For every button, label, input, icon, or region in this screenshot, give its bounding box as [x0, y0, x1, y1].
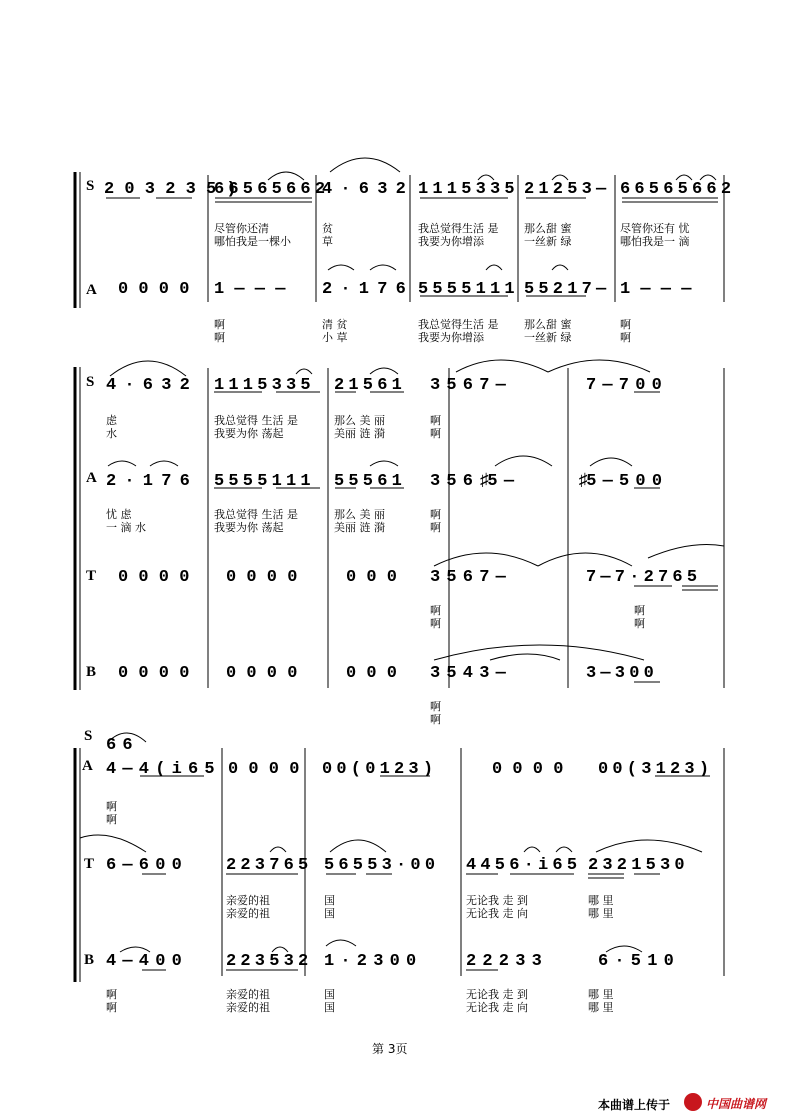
notation-s1-m3: 1 1 1 5 3 3 5	[418, 180, 512, 199]
lyric-b3-m0-l2: 啊	[106, 1001, 117, 1014]
notation-a3-m2: 0 0 ( 0 1 2 3 )	[322, 760, 431, 779]
voice-label-bass: B	[86, 664, 97, 680]
notation-a2-m3: 3 5 6 ♯5 —	[430, 472, 513, 491]
notation-s1-m2: 4 · 6 3 2	[322, 180, 405, 199]
notation-b3-m0: 4 — 4 0 0	[106, 952, 180, 971]
lyric-s2-m0-l2: 水	[106, 427, 117, 440]
lyric-t3-m2-l2: 国	[324, 907, 335, 920]
lyric-s1-m2-l1: 贫	[322, 222, 333, 235]
notation-t2-m0: 0 0 0 0	[118, 568, 190, 587]
notation-b2-m2: 0 0 0	[346, 664, 398, 683]
lyric-t3-m1-l1: 亲爱的祖	[226, 894, 270, 907]
notation-a1-m1: 1 — — —	[214, 280, 286, 299]
lyric-s2-m2-l2: 美丽 涟 漪	[334, 427, 385, 440]
notation-t3-m4: 2 3 2 1 5 3 0	[588, 856, 682, 875]
lyric-b3-m4-l1: 哪 里	[588, 988, 614, 1001]
lyric-t3-m4-l1: 哪 里	[588, 894, 614, 907]
lyric-a1-m3-l2: 我要为你增添	[418, 331, 484, 344]
lyric-b3-m3-l1: 无论我 走 到	[466, 988, 528, 1001]
lyric-t2-m4-l2: 啊	[634, 617, 645, 630]
notation-a1-m5: 1 — — —	[620, 280, 692, 299]
lyric-s2-m1-l2: 我要为你 荡起	[214, 427, 284, 440]
voice-label-alto: A	[82, 758, 93, 774]
lyric-t2-m3-l1: 啊	[430, 604, 441, 617]
notation-s2-m2: 2 1 5 6 1	[334, 376, 399, 395]
notation-b3-m3: 2 2 2 3 3	[466, 952, 540, 971]
lyric-t3-m1-l2: 亲爱的祖	[226, 907, 270, 920]
lyric-s1-m1-l2: 哪怕我是一棵小	[214, 235, 291, 248]
lyric-t3-m4-l2: 哪 里	[588, 907, 614, 920]
notation-t3-m0: 6 — 6 0 0	[106, 856, 180, 875]
notation-b2-m4: 3 — 3 0 0	[586, 664, 651, 683]
upload-note: 本曲谱上传于	[598, 1098, 671, 1112]
notation-a3-m3: 0 0 0 0	[492, 760, 564, 779]
notation-b3-m4: 6 · 5 1 0	[598, 952, 672, 971]
page-number: 第 3页	[372, 1042, 408, 1056]
notation-s2-m3: 3 5 6 7 —	[430, 376, 504, 395]
notation-s1-m1: 6 6 5 6 5 6 6 2	[214, 180, 323, 199]
voice-label-soprano: S	[86, 178, 95, 194]
lyric-s1-m1-l1: 尽管你还清	[214, 222, 269, 235]
notation-a1-m3: 5 5 5 5 1 1 1	[418, 280, 512, 299]
lyric-t2-m4-l1: 啊	[634, 604, 645, 617]
notation-a2-m1: 5 5 5 5 1 1 1	[214, 472, 308, 491]
lyric-b3-m1-l1: 亲爱的祖	[226, 988, 270, 1001]
voice-label-alto: A	[86, 470, 97, 486]
lyric-s2-m0-l1: 虑	[106, 414, 117, 427]
notation-s2-m4: 7 — 7 0 0	[586, 376, 660, 395]
lyric-a1-m1-l2: 啊	[214, 331, 225, 344]
notation-t3-m2: 5 6 5 5 3 · 0 0	[324, 856, 433, 875]
voice-label-bass: B	[84, 952, 95, 968]
notation-b2-m1: 0 0 0 0	[226, 664, 298, 683]
lyric-a2-m1-l2: 我要为你 荡起	[214, 521, 284, 534]
lyric-t3-m3-l1: 无论我 走 到	[466, 894, 528, 907]
notation-t3-m1: 2 2 3 7 6 5	[226, 856, 306, 875]
voice-label-tenor: T	[84, 856, 95, 872]
site-logo-icon	[684, 1093, 702, 1111]
notation-t2-m1: 0 0 0 0	[226, 568, 298, 587]
lyric-s2-m3-l2: 啊	[430, 427, 441, 440]
notation-a3-m1: 0 0 0 0	[228, 760, 300, 779]
notation-a3-m0: 4 — 4 ( i 6 5	[106, 760, 213, 779]
notation-s1-m4: 2 1 2 5 3 —	[524, 180, 604, 199]
voice-label-soprano: S	[84, 728, 93, 744]
notation-a1-m2: 2 · 1 7 6	[322, 280, 405, 299]
lyric-a1-m4-l2: 一丝新 绿	[524, 331, 572, 344]
notation-t2-m3: 3 5 6 7 —	[430, 568, 504, 587]
notation-a1-m4: 5 5 2 1 7 —	[524, 280, 604, 299]
lyric-t2-m3-l2: 啊	[430, 617, 441, 630]
notation-a3-m4: 0 0 ( 3 1 2 3 )	[598, 760, 707, 779]
lyric-s1-m5-l1: 尽管你还有 忧	[620, 222, 690, 235]
lyric-a1-m2-l2: 小 草	[322, 331, 348, 344]
lyric-s1-m5-l2: 哪怕我是一 滴	[620, 235, 690, 248]
notation-t2-m4: 7 — 7 · 2 7 6 5	[586, 568, 695, 587]
notation-s2-m1: 1 1 1 5 3 3 5	[214, 376, 308, 395]
lyric-s1-m4-l2: 一丝新 绿	[524, 235, 572, 248]
lyric-a1-m5-l1: 啊	[620, 318, 631, 331]
lyric-t3-m2-l1: 国	[324, 894, 335, 907]
notation-s2-m0: 4 · 6 3 2	[106, 376, 189, 395]
notation-a2-m2: 5 5 5 6 1	[334, 472, 399, 491]
lyric-a2-m0-l2: 一 滴 水	[106, 521, 146, 534]
lyric-a1-m5-l2: 啊	[620, 331, 631, 344]
lyric-a2-m2-l2: 美丽 涟 漪	[334, 521, 385, 534]
lyric-a1-m4-l1: 那么甜 蜜	[524, 318, 572, 331]
lyric-a2-m1-l1: 我总觉得 生活 是	[214, 508, 298, 521]
voice-label-tenor: T	[86, 568, 97, 584]
lyric-s2-m1-l1: 我总觉得 生活 是	[214, 414, 298, 427]
lyric-a1-m2-l1: 清 贫	[322, 318, 348, 331]
lyric-s1-m2-l2: 草	[322, 235, 333, 248]
notation-a2-m0: 2 · 1 7 6	[106, 472, 189, 491]
notation-a2-m4: ♯5 — 5 0 0	[578, 472, 661, 491]
notation-s1-m5: 6 6 5 6 5 6 6 2	[620, 180, 729, 199]
lyric-t3-m3-l2: 无论我 走 向	[466, 907, 528, 920]
site-logo-text[interactable]: 中国曲谱网	[706, 1097, 767, 1111]
lyric-s1-m3-l1: 我总觉得生活 是	[418, 222, 499, 235]
notation-t3-m3: 4 4 5 6 · i 6 5	[466, 856, 575, 875]
notation-s3-m0: 6 6	[106, 736, 131, 755]
notation-s1-m0: 2 0 3 2 3 5 )	[104, 180, 237, 199]
notation-b3-m1: 2 2 3 5 3 2	[226, 952, 306, 971]
lyric-a2-m2-l1: 那么 美 丽	[334, 508, 385, 521]
voice-label-alto: A	[86, 282, 97, 298]
lyric-b2-m3-l2: 啊	[430, 713, 441, 726]
lyric-b3-m2-l1: 国	[324, 988, 335, 1001]
voice-label-soprano: S	[86, 374, 95, 390]
lyric-b3-m3-l2: 无论我 走 向	[466, 1001, 528, 1014]
notation-a1-m0: 0 0 0 0	[118, 280, 190, 299]
lyric-a1-m1-l1: 啊	[214, 318, 225, 331]
lyric-b3-m2-l2: 国	[324, 1001, 335, 1014]
lyric-a3-m0-l2: 啊	[106, 813, 117, 826]
lyric-a2-m0-l1: 忧 虑	[106, 508, 132, 521]
lyric-b3-m0-l1: 啊	[106, 988, 117, 1001]
lyric-a3-m0-l1: 啊	[106, 800, 117, 813]
lyric-s1-m4-l1: 那么甜 蜜	[524, 222, 572, 235]
lyric-s2-m2-l1: 那么 美 丽	[334, 414, 385, 427]
notation-b2-m3: 3 5 4 3 —	[430, 664, 504, 683]
lyric-a2-m3-l1: 啊	[430, 508, 441, 521]
lyric-a2-m3-l2: 啊	[430, 521, 441, 534]
notation-t2-m2: 0 0 0	[346, 568, 398, 587]
lyric-a1-m3-l1: 我总觉得生活 是	[418, 318, 499, 331]
notation-b2-m0: 0 0 0 0	[118, 664, 190, 683]
lyric-b3-m1-l2: 亲爱的祖	[226, 1001, 270, 1014]
notation-b3-m2: 1 · 2 3 0 0	[324, 952, 415, 971]
lyric-b2-m3-l1: 啊	[430, 700, 441, 713]
lyric-s1-m3-l2: 我要为你增添	[418, 235, 484, 248]
lyric-s2-m3-l1: 啊	[430, 414, 441, 427]
lyric-b3-m4-l2: 哪 里	[588, 1001, 614, 1014]
